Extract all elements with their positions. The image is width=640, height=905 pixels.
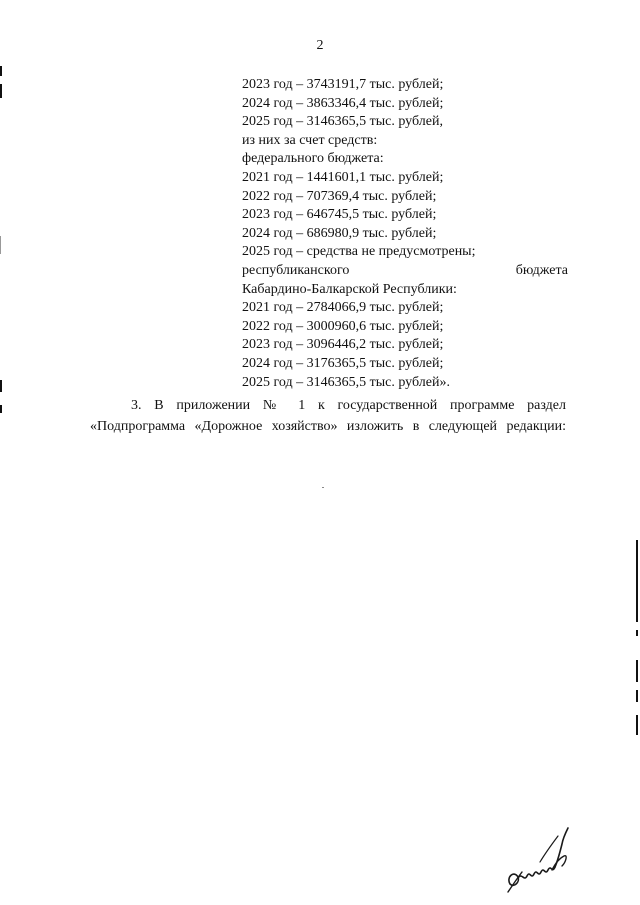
federal-2024: 2024 год – 686980,9 тыс. рублей; [242,225,437,241]
federal-2025: 2025 год – средства не предусмотрены; [242,244,476,260]
amendment-paragraph [90,395,566,437]
scan-mark-right-2 [636,630,638,636]
scan-mark-left-3 [0,380,2,392]
federal-2022: 2022 год – 707369,4 тыс. рублей; [242,188,437,204]
scan-mark-right-3 [636,660,638,682]
republic-2024: 2024 год – 3176365,5 тыс. рублей; [242,355,444,371]
scan-mark-right-1 [636,540,638,622]
page-number: 2 [316,38,324,53]
amendment-line-2: «Подпрограмма «Дорожное хозяйство» изложить в следующей редакции: [90,419,566,434]
scan-mark-left-5 [0,236,1,254]
republic-heading-left: республиканского [242,262,350,278]
republic-2023: 2023 год – 3096446,2 тыс. рублей; [242,337,444,353]
federal-budget-heading: федерального бюджета: [242,151,384,167]
scan-mark-left-1 [0,66,2,76]
republic-2022: 2022 год – 3000960,6 тыс. рублей; [242,318,444,334]
amendment-line-1: 3. В приложении № 1 к государственной программе раздел [131,398,566,413]
republic-heading-right: бюджета [515,262,568,278]
scan-mark-right-5 [636,715,638,735]
federal-2021: 2021 год – 1441601,1 тыс. рублей; [242,169,444,185]
funding-of-which: из них за счет средств: [242,132,378,148]
scan-mark-left-4 [0,405,2,413]
scan-mark-left-2 [0,84,2,98]
scan-mark-right-4 [636,690,638,702]
funding-breakdown [242,76,568,392]
republic-2021: 2021 год – 2784066,9 тыс. рублей; [242,300,444,316]
republic-2025: 2025 год – 3146365,5 тыс. рублей». [242,374,450,390]
scan-dot [322,487,324,488]
federal-2023: 2023 год – 646745,5 тыс. рублей; [242,207,437,223]
signature-image [500,822,580,897]
funding-total-2023: 2023 год – 3743191,7 тыс. рублей; [242,77,444,92]
republic-heading-continued: Кабардино-Балкарской Республики: [242,281,457,297]
funding-total-2025: 2025 год – 3146365,5 тыс. рублей, [242,114,443,130]
funding-total-2024: 2024 год – 3863346,4 тыс. рублей; [242,95,444,111]
republic-budget-heading [242,262,568,281]
